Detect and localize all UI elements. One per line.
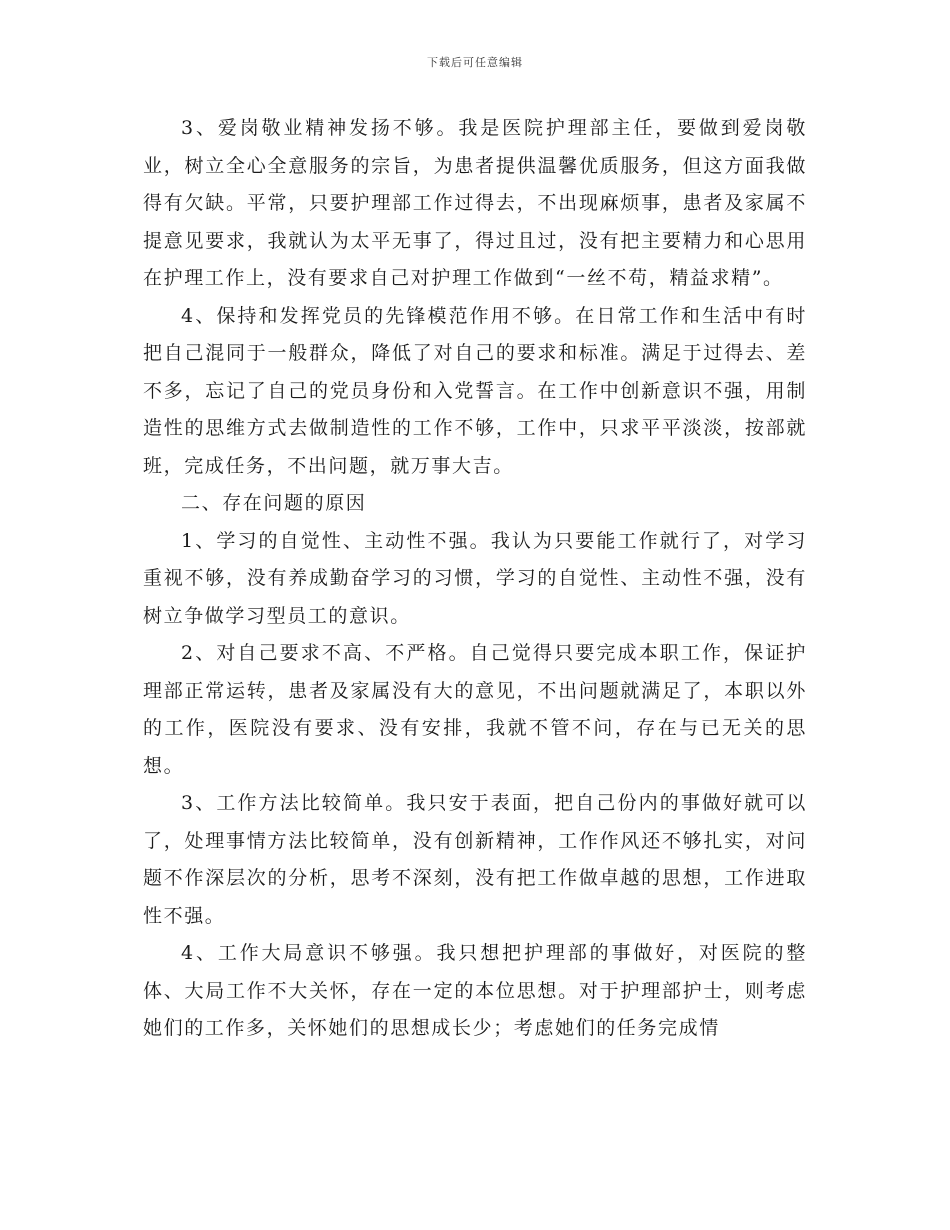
paragraph-self-requirements: 2、对自己要求不高、不严格。自己觉得只要完成本职工作，保证护理部正常运转，患者及家属没有大的意见，不出问题就满足了，本职以外的工作，医院没有要求、没有安排，我就不管不问，存在与已无关的思想。 <box>143 642 807 777</box>
page-header: 下载后可任意编辑 <box>427 56 523 69</box>
paragraph-party-role: 4、保持和发挥党员的先锋模范作用不够。在日常工作和生活中有时把自己混同于一般群众，降低了对自己的要求和标准。满足于过得去、差不多，忘记了自己的党员身份和入党誓言。在工作中创新意识不强，用制造性的思维方式去做制造性的工作不够，工作中，只求平平淡淡，按部就班，完成任务，不出问题，就万事大吉。 <box>143 304 807 477</box>
section-heading-causes: 二、存在问题的原因 <box>181 492 367 514</box>
paragraph-overall-awareness: 4、工作大局意识不够强。我只想把护理部的事做好，对医院的整体、大局工作不大关怀，存在一定的本位思想。对于护理部护士，则考虑她们的工作多，关怀她们的思想成长少；考虑她们的任务完成情 <box>143 942 807 1039</box>
paragraph-study-initiative: 1、学习的自觉性、主动性不强。我认为只要能工作就行了，对学习重视不够，没有养成勤奋学习的习惯，学习的自觉性、主动性不强，没有树立争做学习型员工的意识。 <box>143 529 807 627</box>
paragraph-work-methods: 3、工作方法比较简单。我只安于表面，把自己份内的事做好就可以了，处理事情方法比较简单，没有创新精神，工作作风还不够扎实，对问题不作深层次的分析，思考不深刻，没有把工作做卓越的思想，工作进取性不强。 <box>143 792 807 927</box>
document-body <box>143 110 807 1048</box>
paragraph-love-job: 3、爱岗敬业精神发扬不够。我是医院护理部主任，要做到爱岗敬业，树立全心全意服务的宗旨，为患者提供温馨优质服务，但这方面我做得有欠缺。平常，只要护理部工作过得去，不出现麻烦事，患者及家属不提意见要求，我就认为太平无事了，得过且过，没有把主要精力和心思用在护理工作上，没有要求自己对护理工作做到“一丝不苟，精益求精”。 <box>143 117 807 289</box>
